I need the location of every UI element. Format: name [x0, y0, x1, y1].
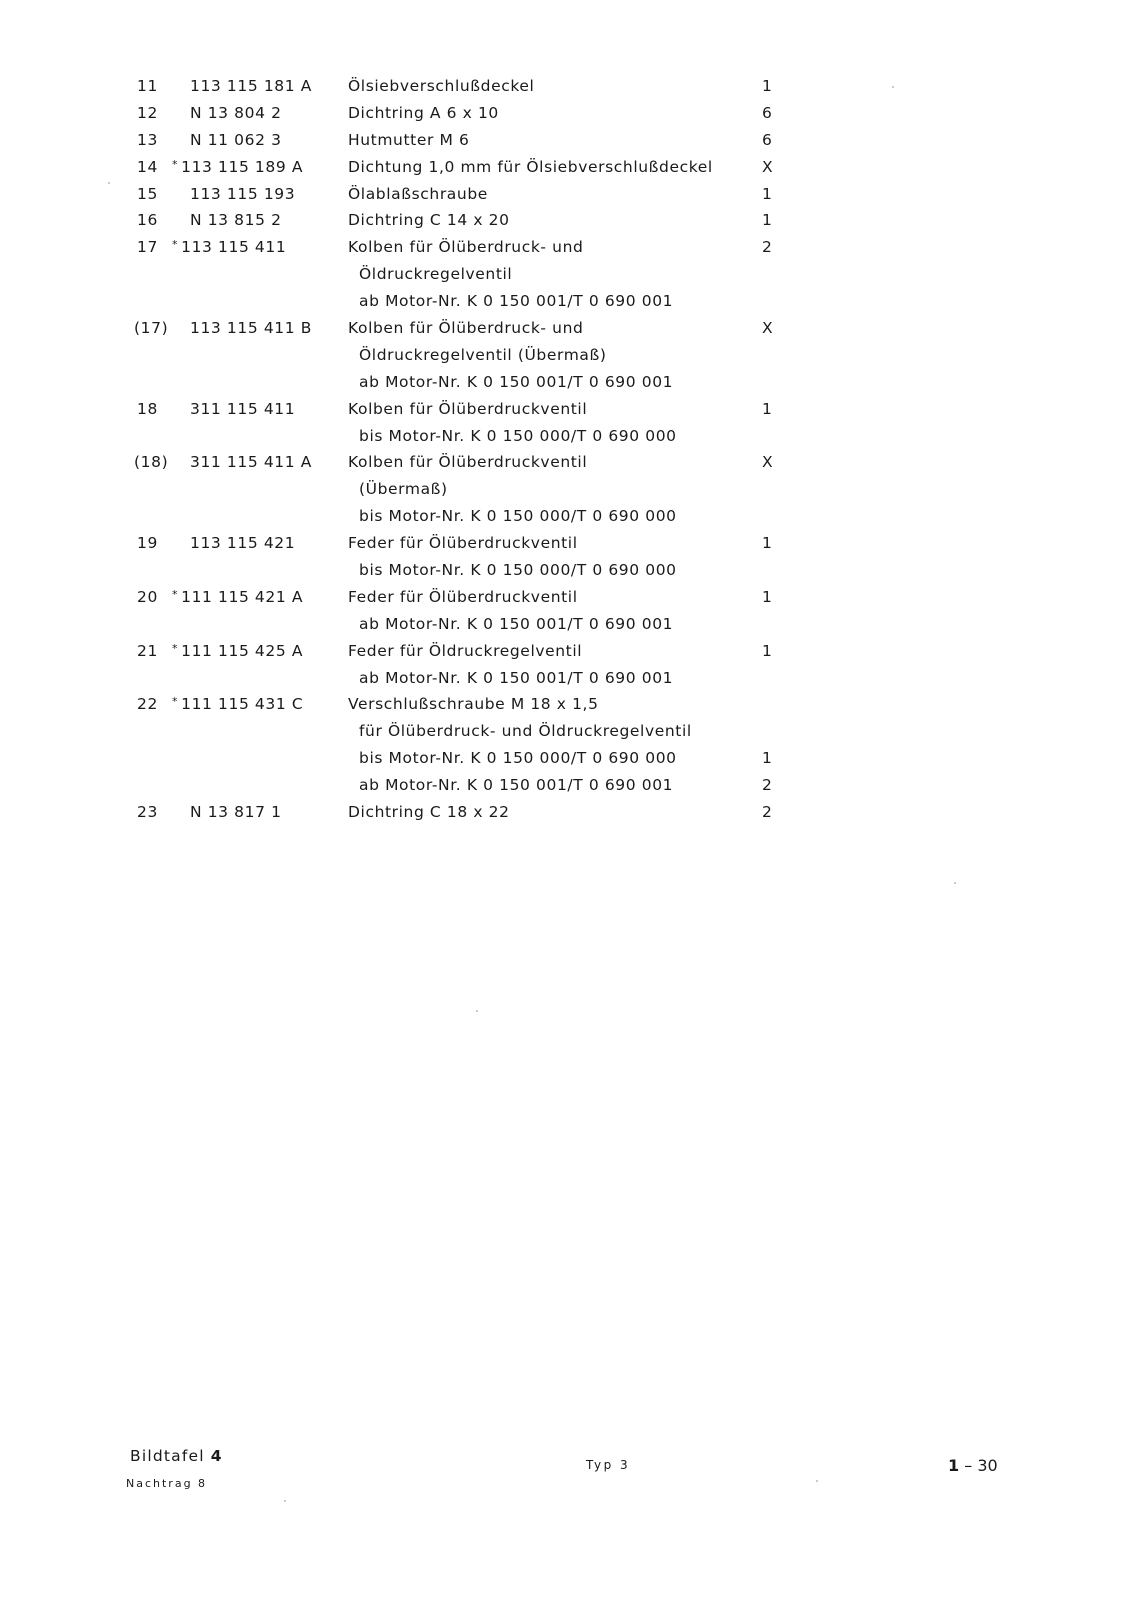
position-number: 21: [137, 641, 158, 660]
part-number: [190, 77, 312, 95]
part-number-text: 113 115 421: [190, 534, 296, 553]
part-number: [190, 803, 282, 821]
quantity: 1: [762, 211, 773, 230]
scan-speck: [108, 182, 110, 184]
quantity: 2: [762, 238, 773, 257]
parts-list-row: [0, 397, 1146, 424]
parts-list: [0, 74, 1146, 827]
part-description: Ölablaßschraube: [348, 184, 488, 203]
quantity: 1: [762, 641, 773, 660]
page-separator: –: [964, 1456, 973, 1475]
part-description: Dichtring C 18 x 22: [348, 803, 510, 822]
part-description: ab Motor-Nr. K 0 150 001/T 0 690 001: [359, 668, 674, 687]
footer-page-number: [948, 1456, 998, 1475]
position-number: 17: [137, 238, 158, 257]
part-number-text: 113 115 181 A: [190, 77, 312, 95]
parts-list-row: [0, 558, 1146, 585]
parts-list-row: [0, 316, 1146, 343]
parts-list-row: [0, 800, 1146, 827]
parts-list-row: [0, 692, 1146, 719]
part-number: [190, 185, 295, 203]
part-number-text: 311 115 411 A: [190, 453, 312, 472]
part-number-text: 113 115 193: [190, 184, 296, 203]
part-number-text: 111 115 425 A: [181, 641, 304, 660]
position-number: 15: [137, 184, 158, 203]
parts-list-row: [0, 773, 1146, 800]
quantity: 1: [762, 77, 773, 95]
bildtafel-number: 4: [210, 1447, 223, 1465]
quantity: 2: [762, 776, 773, 795]
part-description: (Übermaß): [359, 480, 448, 499]
part-description: Feder für Ölüberdruckventil: [348, 587, 578, 606]
quantity: 2: [762, 803, 773, 822]
parts-list-row: [0, 531, 1146, 558]
new-part-star-icon: *: [172, 641, 179, 655]
page-number: 30: [977, 1456, 998, 1475]
quantity: 6: [762, 130, 773, 149]
part-number: [172, 158, 303, 176]
parts-list-row: [0, 343, 1146, 370]
position-number: (17): [134, 319, 169, 338]
page-section: 1: [948, 1456, 960, 1475]
part-description: Kolben für Ölüberdruckventil: [348, 453, 588, 472]
part-description: Öldruckregelventil (Übermaß): [359, 345, 607, 364]
part-number: [172, 588, 303, 606]
new-part-star-icon: *: [172, 587, 179, 601]
part-number: [190, 319, 312, 337]
position-number: 11: [137, 77, 158, 95]
quantity: X: [762, 319, 774, 338]
part-number: [172, 642, 303, 660]
scan-speck: [816, 1480, 818, 1482]
part-number-text: N 11 062 3: [190, 130, 282, 149]
quantity: 1: [762, 184, 773, 203]
position-number: 22: [137, 695, 158, 714]
quantity: X: [762, 453, 774, 472]
parts-list-row: [0, 74, 1146, 101]
position-number: 23: [137, 803, 158, 822]
parts-list-row: [0, 235, 1146, 262]
position-number: 14: [137, 157, 158, 176]
position-number: 20: [137, 587, 158, 606]
part-description: ab Motor-Nr. K 0 150 001/T 0 690 001: [359, 292, 674, 311]
part-number: [190, 104, 282, 122]
parts-list-row: [0, 182, 1146, 209]
part-description: Öldruckregelventil: [359, 265, 513, 284]
bildtafel-label: Bildtafel: [130, 1447, 205, 1465]
scan-speck: [476, 1010, 478, 1012]
footer-bildtafel: [130, 1447, 223, 1465]
parts-list-row: [0, 639, 1146, 666]
part-number-text: N 13 804 2: [190, 103, 282, 122]
parts-list-row: [0, 612, 1146, 639]
part-description: bis Motor-Nr. K 0 150 000/T 0 690 000: [359, 507, 677, 526]
part-description: Dichtung 1,0 mm für Ölsiebverschlußdeckel: [348, 157, 713, 176]
part-description: bis Motor-Nr. K 0 150 000/T 0 690 000: [359, 426, 677, 445]
part-number-text: 311 115 411: [190, 399, 296, 418]
parts-list-row: [0, 585, 1146, 612]
position-number: 16: [137, 211, 158, 230]
quantity: 1: [762, 587, 773, 606]
part-number: [190, 400, 295, 418]
parts-list-row: [0, 719, 1146, 746]
part-description: für Ölüberdruck- und Öldruckregelventil: [359, 722, 692, 741]
part-number-text: N 13 815 2: [190, 211, 282, 230]
part-number-text: 113 115 411: [181, 238, 287, 257]
position-number: 12: [137, 103, 158, 122]
part-description: Feder für Öldruckregelventil: [348, 641, 583, 660]
new-part-star-icon: *: [172, 695, 179, 709]
parts-list-row: [0, 208, 1146, 235]
part-number-text: N 13 817 1: [190, 803, 282, 822]
footer-nachtrag: Nachtrag 8: [126, 1477, 208, 1490]
part-description: Kolben für Ölüberdruckventil: [348, 399, 588, 418]
position-number: 19: [137, 534, 158, 553]
part-description: Dichtring C 14 x 20: [348, 211, 510, 230]
part-description: Dichtring A 6 x 10: [348, 103, 499, 122]
part-number: [190, 131, 282, 149]
quantity: 1: [762, 399, 773, 418]
parts-list-row: [0, 155, 1146, 182]
part-description: bis Motor-Nr. K 0 150 000/T 0 690 000: [359, 561, 677, 580]
parts-list-row: [0, 262, 1146, 289]
part-description: Verschlußschraube M 18 x 1,5: [348, 695, 599, 714]
parts-list-row: [0, 477, 1146, 504]
parts-list-row: [0, 128, 1146, 155]
footer-typ: Typ 3: [586, 1458, 631, 1472]
parts-list-row: [0, 504, 1146, 531]
scan-speck: [892, 86, 894, 88]
parts-list-row: [0, 370, 1146, 397]
quantity: 6: [762, 103, 773, 122]
part-description: Ölsiebverschlußdeckel: [348, 77, 535, 95]
part-description: Kolben für Ölüberdruck- und: [348, 238, 584, 257]
part-number: [190, 453, 312, 471]
parts-list-row: [0, 666, 1146, 693]
position-number: 18: [137, 399, 158, 418]
part-description: bis Motor-Nr. K 0 150 000/T 0 690 000: [359, 749, 677, 768]
part-number-text: 113 115 189 A: [181, 157, 304, 176]
parts-list-row: [0, 424, 1146, 451]
quantity: X: [762, 157, 774, 176]
scan-speck: [284, 1500, 286, 1502]
parts-list-row: [0, 101, 1146, 128]
position-number: (18): [134, 453, 169, 472]
parts-list-row: [0, 450, 1146, 477]
part-description: Kolben für Ölüberdruck- und: [348, 319, 584, 338]
scan-speck: [954, 882, 956, 884]
part-number: [190, 534, 295, 552]
new-part-star-icon: *: [172, 238, 179, 252]
part-description: Hutmutter M 6: [348, 130, 470, 149]
part-description: Feder für Ölüberdruckventil: [348, 534, 578, 553]
part-description: ab Motor-Nr. K 0 150 001/T 0 690 001: [359, 614, 674, 633]
part-description: ab Motor-Nr. K 0 150 001/T 0 690 001: [359, 372, 674, 391]
new-part-star-icon: *: [172, 157, 179, 171]
part-description: ab Motor-Nr. K 0 150 001/T 0 690 001: [359, 776, 674, 795]
part-number: [172, 695, 303, 713]
position-number: 13: [137, 130, 158, 149]
quantity: 1: [762, 534, 773, 553]
quantity: 1: [762, 749, 773, 768]
parts-list-row: [0, 746, 1146, 773]
part-number-text: 111 115 421 A: [181, 587, 304, 606]
parts-list-row: [0, 289, 1146, 316]
part-number: [172, 238, 286, 256]
part-number-text: 111 115 431 C: [181, 695, 304, 714]
part-number: [190, 211, 282, 229]
part-number-text: 113 115 411 B: [190, 319, 312, 338]
